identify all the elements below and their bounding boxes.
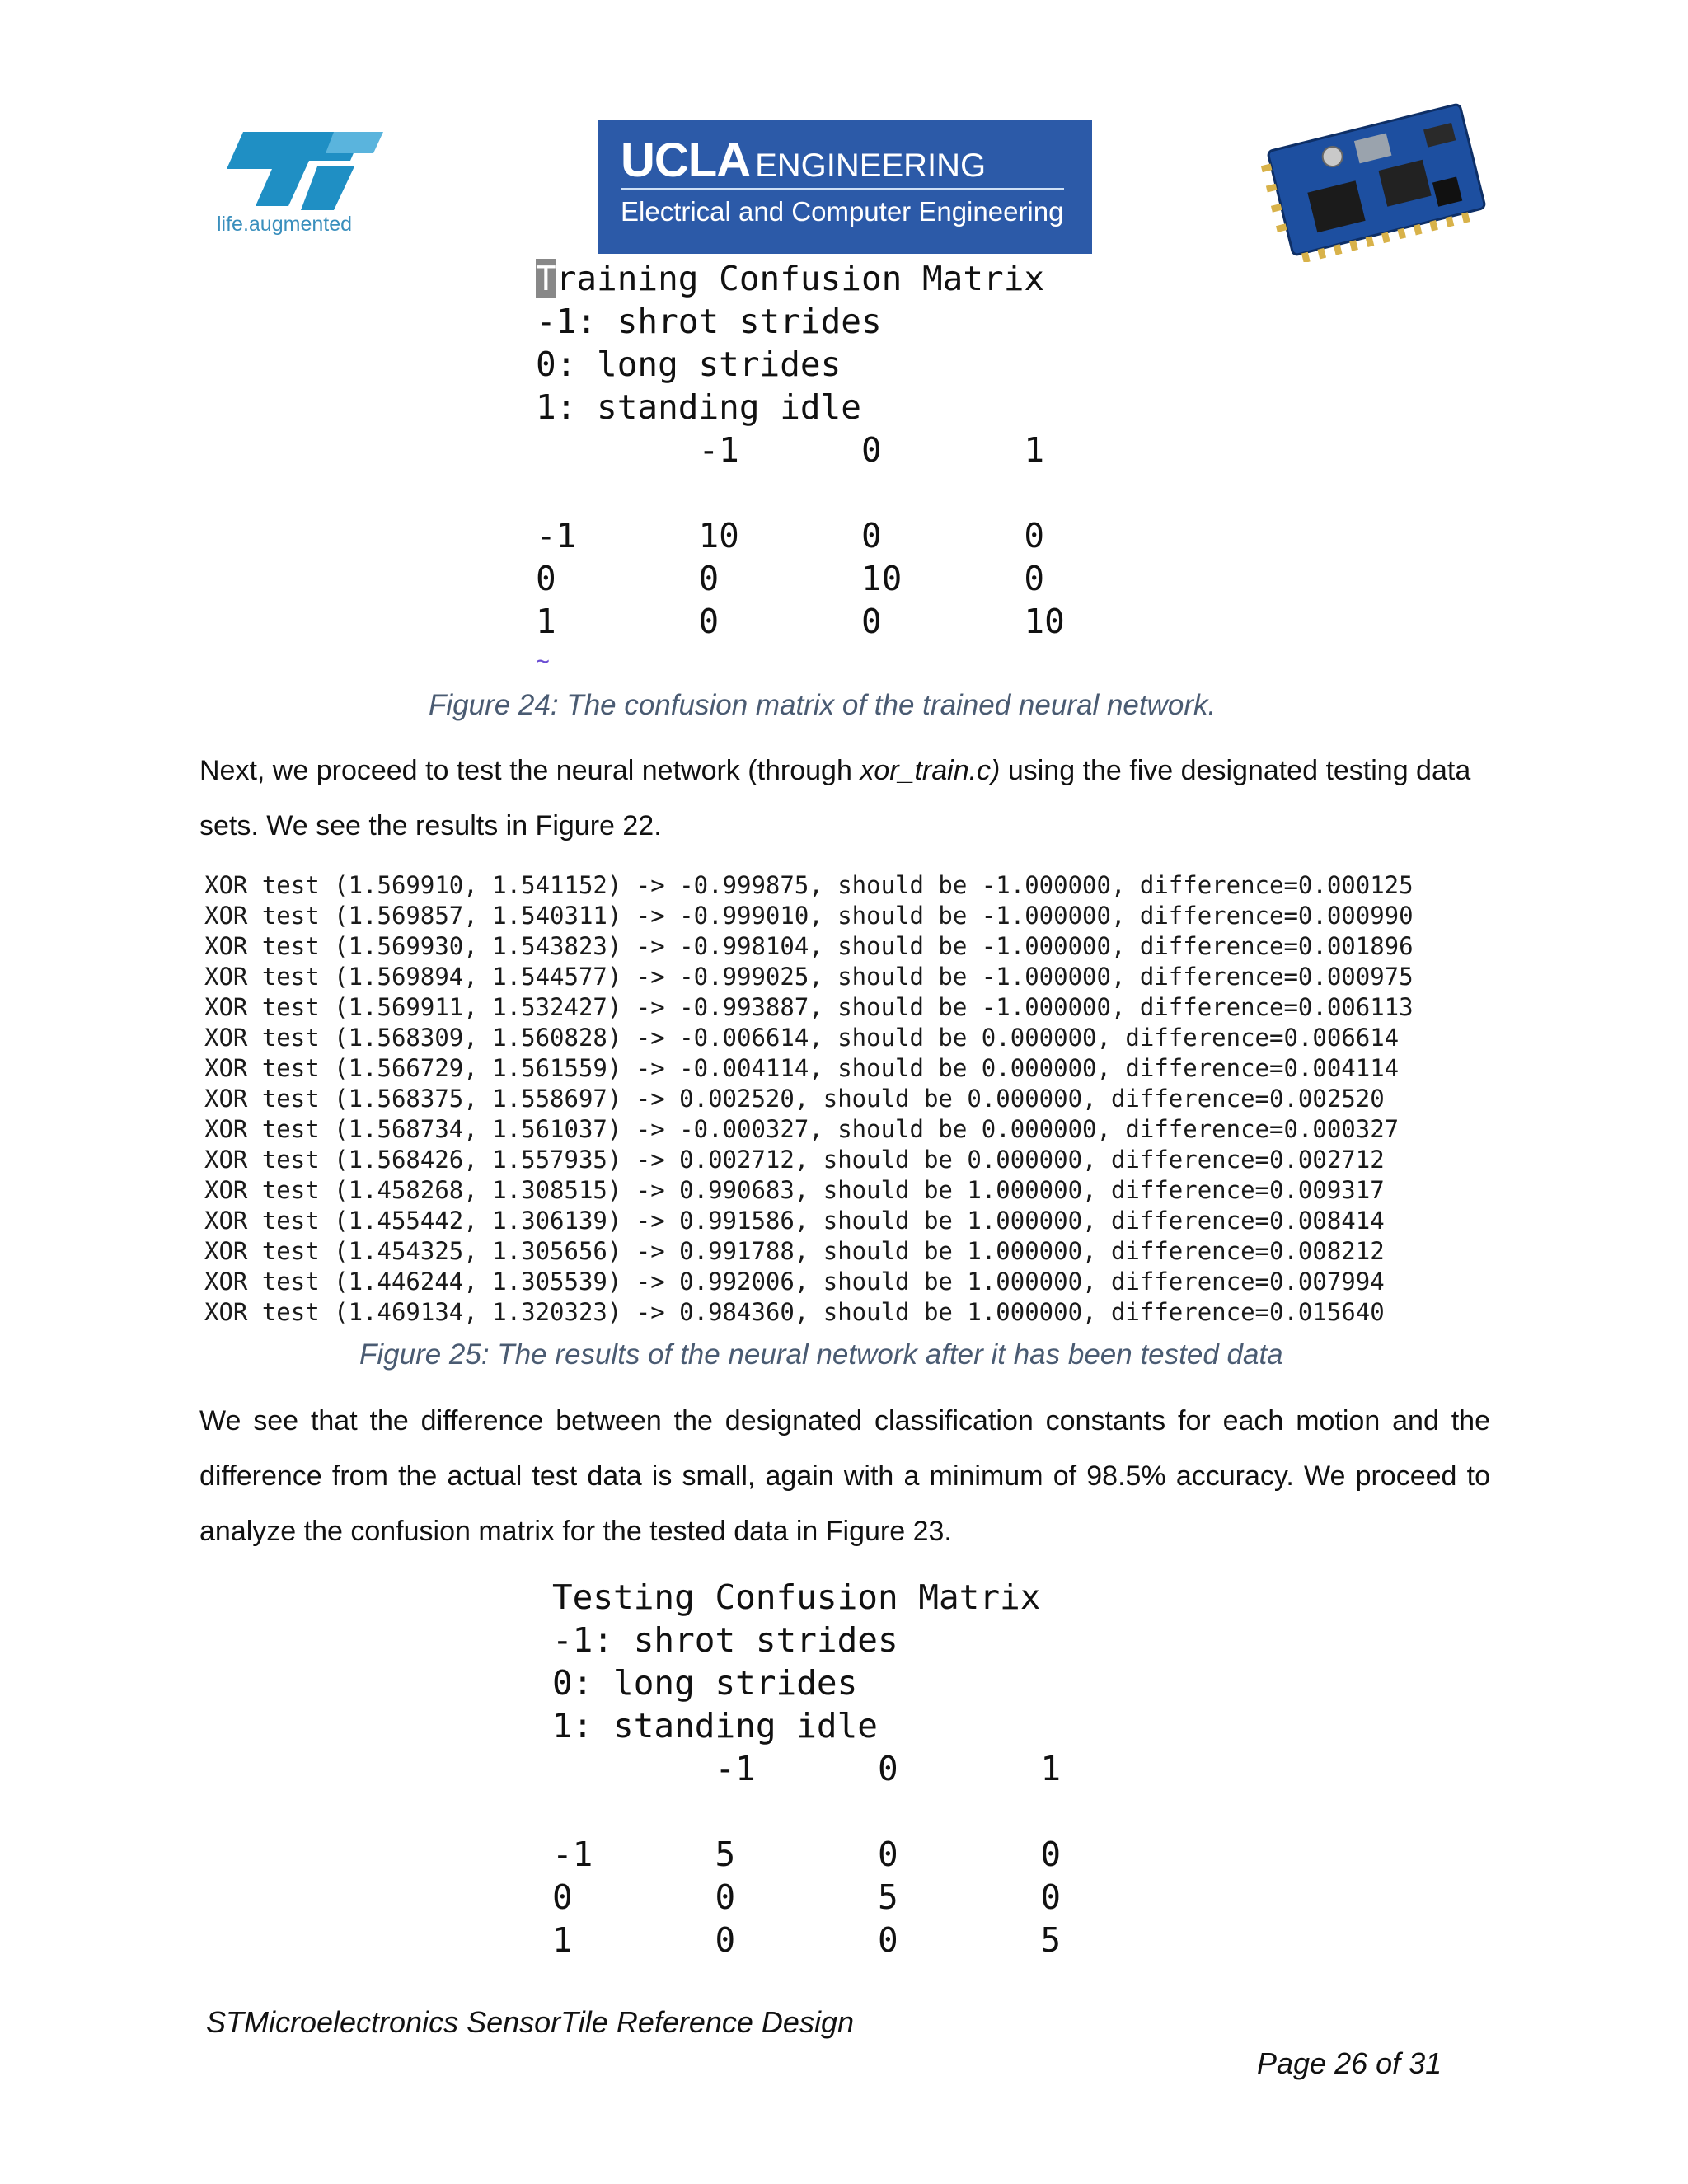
result-line: XOR test (1.455442, 1.306139) -> 0.991586, should be 1.000000, difference=0.008414 <box>204 1207 1385 1235</box>
paragraph-text: using the five designated testing data sets. We see the results in Figure 22. <box>199 755 1471 841</box>
figure-25-caption: Figure 25: The results of the neural network after it has been tested data <box>359 1338 1283 1371</box>
matrix-row: -1 5 0 0 <box>552 1835 1062 1874</box>
filename-text: xor_train.c) <box>860 755 1001 786</box>
result-line: XOR test (1.569911, 1.532427) -> -0.993887, should be -1.000000, difference=0.006113 <box>204 993 1414 1021</box>
body-paragraph-1 <box>199 743 1490 854</box>
result-line: XOR test (1.569857, 1.540311) -> -0.999010, should be -1.000000, difference=0.000990 <box>204 902 1414 930</box>
paragraph-text: Next, we proceed to test the neural network (through <box>199 755 860 786</box>
xor-test-results <box>204 870 1414 1328</box>
ucla-title <box>621 133 986 188</box>
matrix-row: 0 0 5 0 <box>552 1877 1062 1917</box>
result-line: XOR test (1.458268, 1.308515) -> 0.990683, should be 1.000000, difference=0.009317 <box>204 1176 1385 1204</box>
sensortile-board-image <box>1257 97 1496 262</box>
matrix-line: 1: standing idle <box>552 1706 878 1746</box>
ucla-department: Electrical and Computer Engineering <box>621 196 1064 227</box>
figure-24-caption: Figure 24: The confusion matrix of the trained neural network. <box>429 689 1217 721</box>
matrix-line: 0: long strides <box>536 344 842 384</box>
matrix-row: -1 10 0 0 <box>536 516 1045 555</box>
matrix-title: Testing Confusion Matrix <box>552 1577 1041 1617</box>
ucla-engineering-banner <box>598 120 1092 254</box>
matrix-line: 1: standing idle <box>536 387 861 427</box>
footer-document-title: STMicroelectronics SensorTile Reference Design <box>206 2005 854 2039</box>
result-line: XOR test (1.454325, 1.305656) -> 0.991788, should be 1.000000, difference=0.008212 <box>204 1237 1385 1265</box>
st-tagline: life.augmented <box>217 213 353 236</box>
matrix-row: 1 0 0 5 <box>552 1920 1062 1960</box>
body-paragraph-2: We see that the difference between the designated classification constants for each motion and the difference from the actual test data is small, again with a minimum of 98.5% accuracy. We proceed to analyze the confusion matrix for the tested data in Figure 23. <box>199 1405 1490 1547</box>
ucla-divider <box>621 188 1064 190</box>
matrix-header-row: -1 0 1 <box>552 1749 1062 1788</box>
result-line: XOR test (1.568375, 1.558697) -> 0.002520, should be 0.000000, difference=0.002520 <box>204 1085 1385 1113</box>
terminal-cursor: T <box>536 259 556 298</box>
ucla-engineering-word: ENGINEERING <box>755 148 987 184</box>
st-logo-mark <box>210 124 383 214</box>
matrix-row: 0 0 10 0 <box>536 559 1045 598</box>
result-line: XOR test (1.569894, 1.544577) -> -0.999025, should be -1.000000, difference=0.000975 <box>204 963 1414 991</box>
training-confusion-matrix <box>536 257 1065 643</box>
matrix-row: 1 0 0 10 <box>536 602 1065 641</box>
terminal-tilde: ~ <box>536 647 550 674</box>
result-line: XOR test (1.566729, 1.561559) -> -0.004114, should be 0.000000, difference=0.004114 <box>204 1054 1400 1082</box>
ucla-word: UCLA <box>621 134 751 187</box>
result-line: XOR test (1.568309, 1.560828) -> -0.006614, should be 0.000000, difference=0.006614 <box>204 1024 1400 1052</box>
matrix-line: 0: long strides <box>552 1663 858 1703</box>
matrix-title: raining Confusion Matrix <box>556 259 1045 298</box>
matrix-line: -1: shrot strides <box>536 302 882 341</box>
testing-confusion-matrix <box>552 1576 1061 1961</box>
result-line: XOR test (1.568734, 1.561037) -> -0.000327, should be 0.000000, difference=0.000327 <box>204 1115 1400 1143</box>
st-logo <box>210 124 383 239</box>
matrix-header-row: -1 0 1 <box>536 430 1045 470</box>
result-line: XOR test (1.568426, 1.557935) -> 0.002712, should be 0.000000, difference=0.002712 <box>204 1146 1385 1174</box>
result-line: XOR test (1.446244, 1.305539) -> 0.992006, should be 1.000000, difference=0.007994 <box>204 1268 1385 1296</box>
result-line: XOR test (1.569910, 1.541152) -> -0.999875, should be -1.000000, difference=0.000125 <box>204 871 1414 899</box>
result-line: XOR test (1.569930, 1.543823) -> -0.998104, should be -1.000000, difference=0.001896 <box>204 932 1414 960</box>
matrix-line: -1: shrot strides <box>552 1620 898 1660</box>
footer-page-number: Page 26 of 31 <box>1257 2046 1442 2080</box>
result-line: XOR test (1.469134, 1.320323) -> 0.984360, should be 1.000000, difference=0.015640 <box>204 1298 1385 1326</box>
